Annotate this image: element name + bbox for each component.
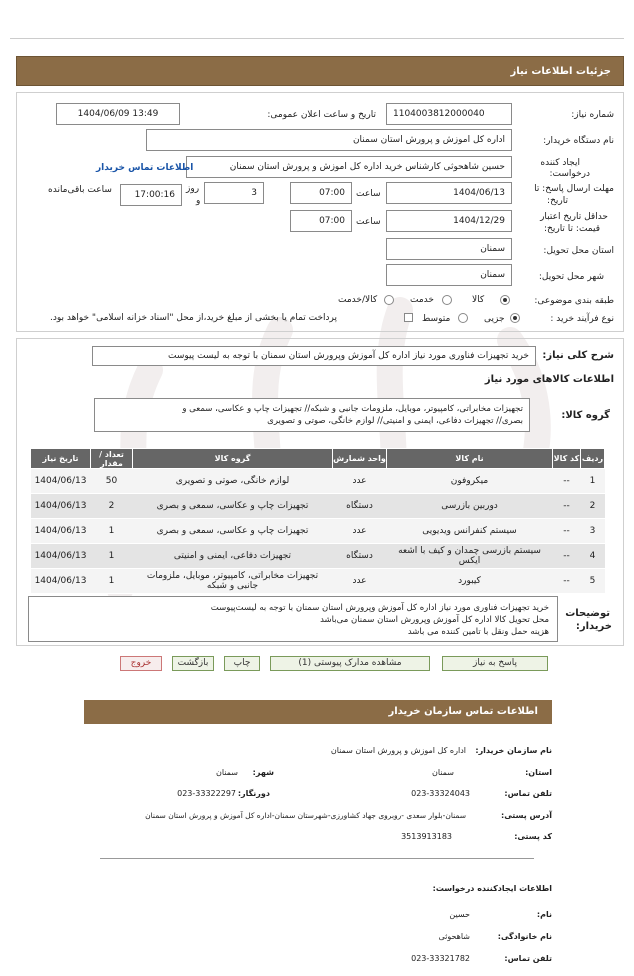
- cell-name: کیبورد: [387, 569, 553, 594]
- validity-date: 1404/12/29: [453, 216, 505, 226]
- cell-date: 1404/06/13: [31, 544, 91, 569]
- contact-title: اطلاعات تماس سازمان خریدار: [84, 700, 552, 724]
- cell-code: --: [553, 569, 581, 594]
- cell-code: --: [553, 494, 581, 519]
- announce-label: تاریخ و ساعت اعلان عمومی:: [267, 110, 376, 120]
- day-label: روز: [186, 184, 200, 194]
- days-value: 3: [251, 188, 257, 198]
- notes-line-3: هزینه حمل ونقل با تامین کننده می باشد: [407, 627, 549, 637]
- buyer-label: نام دستگاه خریدار:: [543, 136, 614, 146]
- cell-name: سیستم بازرسی چمدان و کیف با اشعه ایکس: [387, 544, 553, 569]
- buyer-field[interactable]: اداره کل اموزش و پرورش استان سمنان: [146, 129, 512, 151]
- announce-value: 1404/06/09 13:49: [77, 109, 159, 119]
- cell-unit: عدد: [333, 519, 387, 544]
- cell-unit: عدد: [333, 569, 387, 594]
- validity-label-1: حداقل تاریخ اعتبار: [540, 212, 608, 222]
- cell-name: میکروفون: [387, 469, 553, 494]
- deadline-label-2: تاریخ:: [547, 196, 568, 206]
- table-row[interactable]: [31, 569, 605, 594]
- cell-idx: 3: [581, 519, 605, 544]
- province-label-contact: استان:: [525, 768, 552, 777]
- creator-field[interactable]: حسین شاهحوثی کارشناس خرید اداره کل اموزش و پرورش استان سمنان: [186, 156, 512, 178]
- deadline-label-1: مهلت ارسال پاسخ: تا: [534, 184, 614, 194]
- remaining-time: 17:00:16: [134, 190, 175, 200]
- cell-unit: عدد: [333, 469, 387, 494]
- postal-value: 3513913183: [401, 832, 452, 841]
- summary-field: خرید تجهیزات فناوری مورد نیاز اداره کل آموزش وپرورش استان سمنان با توجه به لیست پیوست: [92, 346, 536, 366]
- group-line-1: تجهیزات مخابراتی، کامپیوتر، موبایل، ملزومات جانبی و شبکه// تجهیزات چاپ و عکاسی، سمعی و: [182, 404, 523, 414]
- city-label: شهر محل تحویل:: [538, 272, 604, 282]
- cell-name: دوربین بازرسی: [387, 494, 553, 519]
- cell-unit: دستگاه: [333, 544, 387, 569]
- creator-label-1: ایجاد کننده: [540, 158, 580, 168]
- cell-qty: 1: [91, 519, 133, 544]
- family-label: نام خانوادگی:: [497, 932, 552, 941]
- phone-value-contact: 023-33324043: [411, 789, 470, 798]
- reply-button[interactable]: پاسخ به نیاز: [442, 656, 548, 671]
- deadline-time-label: ساعت: [356, 189, 381, 199]
- name-value: حسین: [449, 910, 470, 919]
- validity-date-field[interactable]: [386, 210, 512, 232]
- cell-code: --: [553, 519, 581, 544]
- table-row[interactable]: [31, 494, 605, 519]
- postal-label: کد پستی:: [514, 832, 552, 841]
- print-button[interactable]: چاپ: [224, 656, 260, 671]
- group-line-2: بصری// تجهیزات دفاعی، ایمنی و امنیتی// لوازم خانگی، صوتی و تصویری: [267, 416, 523, 426]
- notes-line-1: خرید تجهیزات فناوری مورد نیاز اداره کل آموزش وپرورش استان سمنان با توجه به لیست‌پیوست: [210, 603, 549, 613]
- goods-table: [30, 448, 605, 594]
- notes-line-2: محل تحویل کالا اداره کل آموزش وپرورش استان سمنان می‌باشد: [320, 615, 549, 625]
- creator-phone-value: 023-33321782: [411, 954, 470, 963]
- contact-divider: [100, 858, 534, 859]
- goods-info-title: اطلاعات کالاهای مورد نیاز: [484, 374, 614, 385]
- category-option-service: خدمت: [410, 295, 434, 305]
- and-label: و: [196, 196, 201, 206]
- col-name: نام کالا: [387, 449, 553, 469]
- validity-time-label: ساعت: [356, 217, 381, 227]
- cell-qty: 1: [91, 544, 133, 569]
- process-option-medium: متوسط: [422, 314, 451, 324]
- days-field[interactable]: [204, 182, 264, 204]
- cell-qty: 1: [91, 569, 133, 594]
- need-number-field[interactable]: 1104003812000040: [386, 103, 512, 125]
- treasury-checkbox[interactable]: [404, 313, 413, 322]
- validity-time: 07:00: [319, 216, 345, 226]
- cell-idx: 4: [581, 544, 605, 569]
- deadline-date-field[interactable]: [386, 182, 512, 204]
- city-field[interactable]: سمنان: [386, 264, 512, 286]
- category-radio-service[interactable]: [442, 295, 452, 305]
- deadline-time-field[interactable]: [290, 182, 352, 204]
- creator-phone-label: تلفن تماس:: [504, 954, 552, 963]
- back-button[interactable]: بازگشت: [172, 656, 214, 671]
- goods-table-header: [31, 449, 605, 469]
- cell-name: سیستم کنفرانس ویدیویی: [387, 519, 553, 544]
- validity-label-2: قیمت: تا تاریخ:: [544, 224, 600, 234]
- province-label: استان محل تحویل:: [543, 246, 614, 256]
- col-group: گروه کالا: [133, 449, 333, 469]
- col-need-date: تاریخ نیاز: [31, 449, 91, 469]
- contact-link[interactable]: اطلاعات تماس خریدار: [96, 163, 194, 173]
- address-label: آدرس پستی:: [501, 811, 552, 820]
- group-field: [94, 398, 530, 432]
- category-option-both: کالا/خدمت: [338, 295, 378, 305]
- cell-date: 1404/06/13: [31, 494, 91, 519]
- category-option-goods: کالا: [472, 295, 485, 305]
- cell-code: --: [553, 469, 581, 494]
- province-value-contact: سمنان: [431, 768, 454, 777]
- notes-box: [28, 596, 558, 642]
- deadline-date: 1404/06/13: [453, 188, 505, 198]
- cell-qty: 2: [91, 494, 133, 519]
- creator-label-2: درخواست:: [549, 169, 590, 179]
- family-value: شاهحوثی: [438, 932, 470, 941]
- category-label: طبقه بندی موضوعی:: [534, 296, 614, 306]
- address-value: سمنان-بلوار سعدی -روبروی جهاد کشاورزی-شهرستان سمنان-اداره کل آموزش و پرورش استان سمنان: [145, 811, 466, 820]
- cell-date: 1404/06/13: [31, 469, 91, 494]
- creator-info-title: اطلاعات ایجادکننده درخواست:: [432, 884, 552, 893]
- process-label: نوع فرآیند خرید :: [550, 314, 614, 324]
- org-value: اداره کل اموزش و پرورش استان سمنان: [330, 746, 466, 755]
- cell-group: تجهیزات مخابراتی، کامپیوتر، موبایل، ملزومات جانبی و شبکه: [133, 569, 333, 594]
- cell-unit: دستگاه: [333, 494, 387, 519]
- cell-qty: 50: [91, 469, 133, 494]
- top-divider: [10, 38, 624, 39]
- payment-text: پرداخت تمام یا بخشی از مبلغ خرید،از محل "اسناد خزانه اسلامی" خواهد بود.: [50, 313, 338, 323]
- exit-button[interactable]: خروج: [120, 656, 162, 671]
- process-radio-medium[interactable]: [458, 313, 468, 323]
- name-label: نام:: [536, 910, 552, 919]
- table-row[interactable]: [31, 469, 605, 494]
- table-row[interactable]: [31, 544, 605, 569]
- cell-group: تجهیزات چاپ و عکاسی، سمعی و بصری: [133, 494, 333, 519]
- cell-code: --: [553, 544, 581, 569]
- province-field[interactable]: سمنان: [386, 238, 512, 260]
- notes-label-2: خریدار:: [575, 621, 612, 632]
- city-value-contact: سمنان: [215, 768, 238, 777]
- category-radio-both[interactable]: [384, 295, 394, 305]
- process-option-small: جزیی: [484, 314, 505, 324]
- fax-label: دورنگار:: [237, 789, 270, 798]
- col-qty: تعداد / مقدار: [91, 449, 133, 469]
- announce-field[interactable]: [56, 103, 180, 125]
- cell-date: 1404/06/13: [31, 569, 91, 594]
- cell-idx: 2: [581, 494, 605, 519]
- remaining-time-field: [120, 184, 182, 206]
- cell-idx: 1: [581, 469, 605, 494]
- phone-label-contact: تلفن تماس:: [504, 789, 552, 798]
- cell-group: تجهیزات دفاعی، ایمنی و امنیتی: [133, 544, 333, 569]
- notes-label-1: توضیحات: [565, 608, 610, 619]
- deadline-time: 07:00: [319, 188, 345, 198]
- validity-time-field[interactable]: [290, 210, 352, 232]
- group-label: گروه کالا:: [561, 410, 610, 421]
- need-number-label: شماره نیاز:: [571, 110, 614, 120]
- col-idx: ردیف: [581, 449, 605, 469]
- cell-group: لوازم خانگی، صوتی و تصویری: [133, 469, 333, 494]
- city-label-contact: شهر:: [252, 768, 274, 777]
- remaining-label: ساعت باقی‌مانده: [48, 185, 112, 195]
- fax-value: 023-33322297: [177, 789, 236, 798]
- process-radio-small[interactable]: [510, 313, 520, 323]
- page-title: جزئیات اطلاعات نیاز: [16, 56, 624, 86]
- cell-group: تجهیزات چاپ و عکاسی، سمعی و بصری: [133, 519, 333, 544]
- cell-date: 1404/06/13: [31, 519, 91, 544]
- table-row[interactable]: [31, 519, 605, 544]
- category-radio-goods[interactable]: [500, 295, 510, 305]
- col-unit: واحد شمارش: [333, 449, 387, 469]
- cell-idx: 5: [581, 569, 605, 594]
- org-label: نام سازمان خریدار:: [475, 746, 552, 755]
- col-code: کد کالا: [553, 449, 581, 469]
- attachments-button[interactable]: مشاهده مدارک پیوستی (1): [270, 656, 430, 671]
- summary-label: شرح کلی نیاز:: [542, 350, 614, 361]
